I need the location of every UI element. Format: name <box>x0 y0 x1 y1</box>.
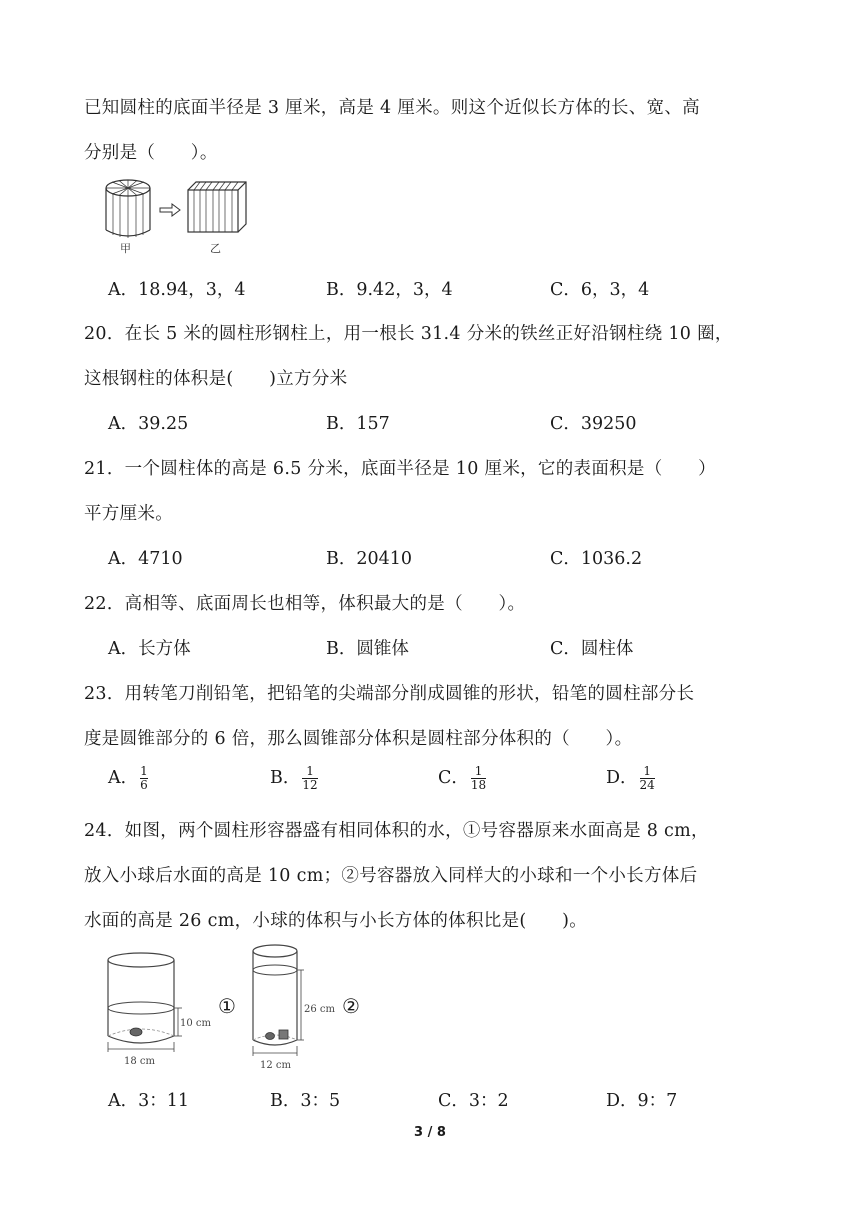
q22-option-b: B．圆锥体 <box>326 639 409 659</box>
q24-option-d: D．9：7 <box>606 1091 678 1111</box>
q23-option-a <box>108 764 148 792</box>
q24-option-a: A．3：11 <box>108 1091 190 1111</box>
q24-fig2-width-label: 12 cm <box>260 1060 291 1071</box>
page-number: 3 / 8 <box>414 1125 446 1140</box>
q19-option-b: B．9.42，3，4 <box>326 280 453 300</box>
q21-text-line2: 平方厘米。 <box>84 504 173 524</box>
fraction-denominator: 18 <box>470 778 487 792</box>
q23-option-c <box>438 764 486 792</box>
q23-option-d-fraction <box>640 765 655 792</box>
q24-fig1-height-label: 10 cm <box>180 1018 211 1029</box>
q23-option-a-letter: A． <box>108 768 139 788</box>
q20-option-a: A．39.25 <box>108 414 189 434</box>
fraction-denominator: 12 <box>302 778 318 792</box>
q23-option-c-fraction <box>471 765 486 792</box>
q24-option-b: B．3：5 <box>270 1091 341 1111</box>
q22-text-line1: 22．高相等、底面周长也相等，体积最大的是（ ）。 <box>84 594 526 614</box>
fraction-numerator: 1 <box>140 764 148 778</box>
q20-option-b: B．157 <box>326 414 390 434</box>
q19-label-a: 甲 <box>120 242 131 255</box>
q23-text-line1: 23．用转笔刀削铅笔，把铅笔的尖端部分削成圆锥的形状，铅笔的圆柱部分长 <box>84 684 695 704</box>
q21-option-c: C．1036.2 <box>550 549 643 569</box>
q19-option-c: C．6，3，4 <box>550 280 650 300</box>
fraction-numerator: 1 <box>474 764 483 778</box>
q20-option-c: C．39250 <box>550 414 637 434</box>
q24-text-line2: 放入小球后水面的高是 10 cm；②号容器放入同样大的小球和一个小长方体后 <box>84 866 698 886</box>
q23-text-line2: 度是圆锥部分的 6 倍，那么圆锥部分体积是圆柱部分体积的（ ）。 <box>84 729 633 749</box>
q21-text-line1: 21．一个圆柱体的高是 6.5 分米，底面半径是 10 厘米，它的表面积是（ ） <box>84 459 716 479</box>
q20-text-line2: 这根钢柱的体积是( )立方分米 <box>84 369 348 389</box>
q22-option-c: C．圆柱体 <box>550 639 634 659</box>
q23-option-d <box>606 764 655 792</box>
fraction-numerator: 1 <box>306 764 314 778</box>
q21-option-a: A．4710 <box>108 549 183 569</box>
q19-label-b: 乙 <box>210 242 221 255</box>
q24-fig2-height-label: 26 cm <box>304 1004 335 1015</box>
q24-container-1-figure <box>100 946 220 1076</box>
q23-option-d-letter: D． <box>606 768 638 788</box>
q24-text-line3: 水面的高是 26 cm，小球的体积与小长方体的体积比是( )。 <box>84 911 588 931</box>
q22-option-a: A．长方体 <box>108 639 191 659</box>
q24-container-1-mark: ① <box>218 994 236 1018</box>
q24-text-line1: 24．如图，两个圆柱形容器盛有相同体积的水，①号容器原来水面高是 8 cm， <box>84 821 709 841</box>
q23-option-b <box>270 764 318 792</box>
q20-text-line1: 20．在长 5 米的圆柱形钢柱上，用一根长 31.4 分米的铁丝正好沿钢柱绕 10 圈， <box>84 324 733 344</box>
q23-option-b-fraction <box>302 765 317 792</box>
q19-option-a: A．18.94，3，4 <box>108 280 246 300</box>
q23-option-c-letter: C． <box>438 768 469 788</box>
q19-text-line2: 分别是（ ）。 <box>84 143 218 163</box>
q19-figure <box>100 176 260 256</box>
q19-text-line1: 已知圆柱的底面半径是 3 厘米，高是 4 厘米。则这个近似长方体的长、宽、高 <box>84 98 700 118</box>
q24-fig1-width-label: 18 cm <box>124 1056 155 1067</box>
fraction-denominator: 24 <box>639 778 655 792</box>
fraction-denominator: 6 <box>140 778 148 792</box>
q24-container-2-figure <box>246 940 346 1076</box>
q24-container-2-mark: ② <box>342 994 360 1018</box>
fraction-numerator: 1 <box>643 764 651 778</box>
q23-option-b-letter: B． <box>270 768 301 788</box>
q21-option-b: B．20410 <box>326 549 413 569</box>
q24-option-c: C．3：2 <box>438 1091 509 1111</box>
q23-option-a-fraction <box>140 765 148 792</box>
